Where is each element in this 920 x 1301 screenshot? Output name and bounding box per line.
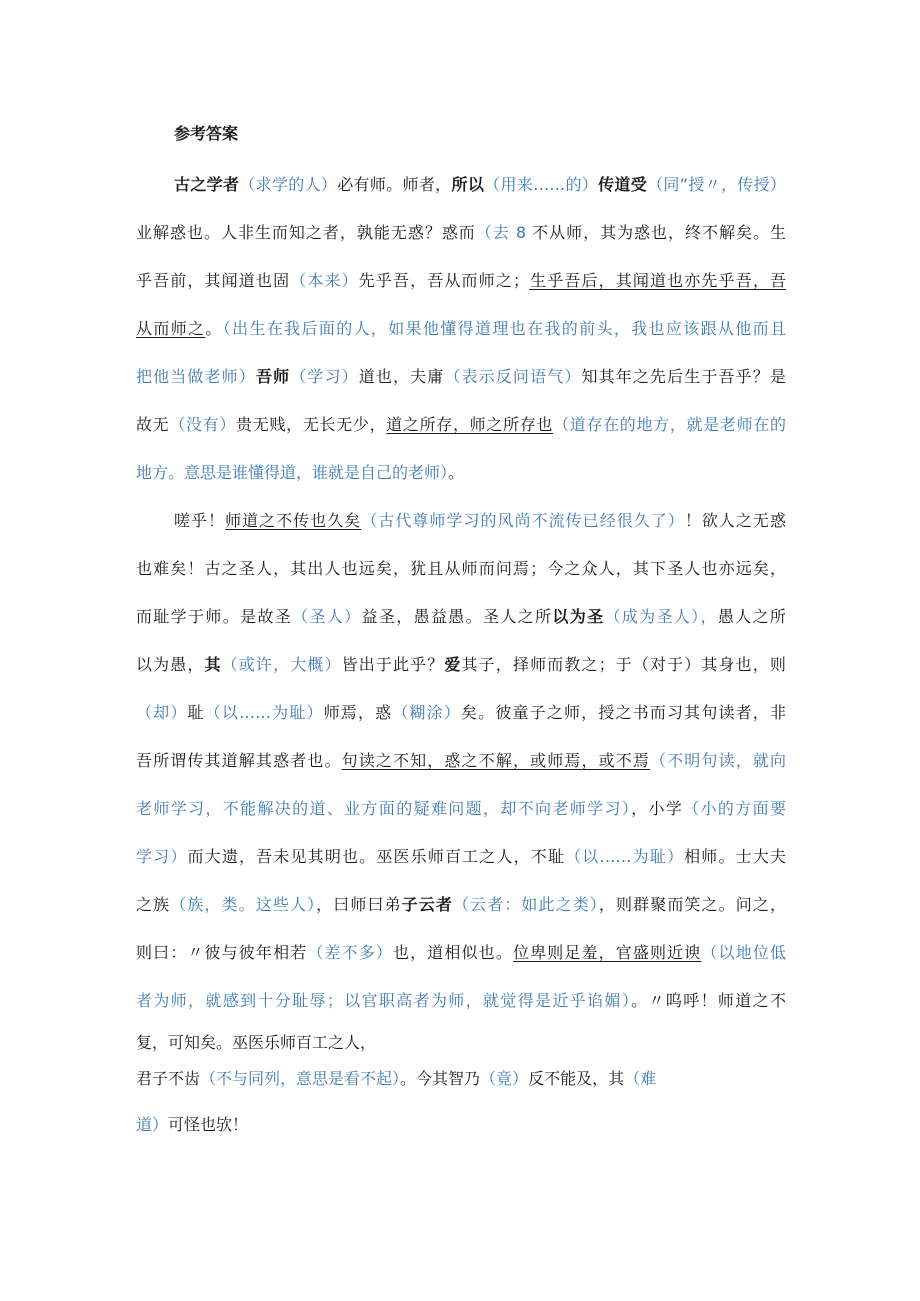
text-segment: 故无 [136,415,170,434]
annotation-text: （道存在的地方，就是老师在的 [553,415,786,434]
annotation-text: （糊涂） [392,703,462,722]
text-segment: 而耻学于师。是故圣 [136,607,293,626]
text-segment: 其 [204,655,222,674]
text-segment: 爱 [444,655,462,674]
annotation-text: （或许，大概） [221,655,342,674]
text-line [136,749,786,773]
annotation-text: （以……为耻） [565,847,685,866]
text-segment: 益圣，愚益愚。圣人之所 [361,607,553,626]
text-segment: 愚人之所 [717,607,786,626]
annotation-text: （学习） [290,367,359,386]
text-line [136,1113,786,1137]
text-line [136,605,786,629]
annotation-text: （族，类。这些人） [170,895,317,914]
annotation-text: （去 8 [475,223,527,242]
text-segment: 以为圣 [552,607,605,626]
text-segment: 吾师 [255,367,291,386]
text-segment: 乎吾前，其闻道也固 [136,271,291,290]
text-line [136,317,786,341]
text-segment: 嗟乎！ [174,511,226,530]
text-segment: 位卑则足羞，官盛则近谀 [512,943,702,962]
annotation-text: （本来） [290,271,359,290]
annotation-text: 把他当做老师） [136,367,256,386]
text-segment: 传道受 [598,175,648,194]
text-segment: 相师。士大夫 [684,847,786,866]
text-segment: 吾所谓传其道解其惑者也。 [136,751,342,770]
annotation-text: （却） [136,703,188,722]
annotation-text: 道） [136,1115,169,1134]
annotation-text: （同”授〃，传授） [647,175,786,194]
text-segment: 也，道相似也。 [393,943,513,962]
text-line [136,461,786,485]
annotation-text: （圣人） [292,607,362,626]
text-segment: 矣。彼童子之师，授之书而习其句读者，非 [461,703,786,722]
annotation-text: 老师学习，不能解决的道、业方面的疑难问题，却不向老师学习） [136,799,632,818]
text-line [136,845,786,869]
text-segment: 子云者 [401,895,453,914]
text-line [174,173,786,197]
text-line [136,653,786,677]
annotation-text: （成为圣人）， [604,607,718,626]
annotation-text: （不明句读，就向 [650,751,786,770]
annotation-text: 地方。意思是谁懂得道，谁就是自己的老师） [136,463,449,482]
text-segment: 君子不齿 [136,1069,201,1088]
text-line [136,1031,786,1055]
annotation-text: （以地位低 [701,943,786,962]
text-segment: 其子，择师而教之；于（对于）其身也，则 [461,655,786,674]
text-segment: 句读之不知，惑之不解，或师焉，或不焉 [341,751,651,770]
text-segment: 所以 [451,175,485,194]
annotation-text: （古代尊师学习的风尚不流传已经很久了） [361,511,685,530]
text-segment: ，曰师曰弟 [316,895,402,914]
page-title: 参考答案 [174,124,239,143]
annotation-text: （求学的人） [239,175,338,194]
text-line [136,989,786,1013]
text-segment: 先乎吾，吾从而师之； [358,271,529,290]
text-segment: 。 [448,463,465,482]
text-segment: 从而师之 [136,319,206,338]
annotation-text: （没有） [169,415,237,434]
text-segment: 反不能及，其 [528,1069,625,1088]
text-line [136,893,786,917]
text-segment: 古之学者 [174,175,240,194]
text-segment: 道之所存，师之所存也 [386,415,554,434]
annotation-text: （差不多） [307,943,394,962]
text-line [136,797,786,821]
annotation-text: 学习） [136,847,188,866]
text-segment: 。 [205,319,223,338]
annotation-text: （竟） [480,1069,529,1088]
text-segment: 道也，夫庸 [358,367,445,386]
annotation-text: （表示反问语气） [444,367,582,386]
text-segment: 知其年之先后生于吾乎？是 [581,367,786,386]
text-segment: ！欲人之无惑 [684,511,786,530]
text-segment: 不从师，其为惑也，终不解矣。生 [526,223,786,242]
text-segment: 必有师。师者， [337,175,452,194]
text-segment: 贵无贱，无长无少， [236,415,387,434]
text-segment: 师焉，惑 [323,703,393,722]
annotation-text: （出生在我后面的人，如果他懂得道理也在我的前头，我也应该跟从他而且 [222,319,786,338]
text-segment: 之族 [136,895,171,914]
text-line [136,1067,706,1091]
text-segment: 而大遗，吾未见其明也。巫医乐师百工之人，不耻 [187,847,566,866]
annotation-text: （云者：如此之类） [452,895,599,914]
annotation-text: 者为师，就感到十分耻辱；以官职高者为师，就觉得是近乎谄媚） [136,991,632,1010]
text-segment: 。〃呜呼！师道之不 [631,991,786,1010]
text-segment: ，则群聚而笑之。问之， [598,895,786,914]
annotation-text: （以……为耻） [204,703,324,722]
annotation-text: （用来……的） [484,175,599,194]
text-segment: 则曰：〃彼与彼年相若 [136,943,308,962]
text-line [174,509,786,533]
text-line [136,557,786,581]
annotation-text: （难 [624,1069,657,1088]
text-line [136,221,786,245]
text-segment: 。今其智乃 [400,1069,481,1088]
text-segment: 皆出于此乎？ [341,655,445,674]
text-segment: 耻 [187,703,205,722]
text-segment: 生乎吾后，其闻道也亦先乎吾，吾 [528,271,786,290]
annotation-text: （小的方面要 [683,799,786,818]
text-segment: 可怪也欤！ [168,1115,249,1134]
text-line [136,413,786,437]
text-segment: 业解惑也。人非生而知之者，孰能无惑？惑而 [136,223,476,242]
text-line [136,941,786,965]
text-line [136,701,786,725]
text-segment: 也难矣！古之圣人，其出人也远矣，犹且从师而问焉；今之众人，其下圣人也亦远矣， [136,559,786,578]
annotation-text: （不与同列，意思是看不起） [200,1069,401,1088]
text-segment: 师道之不传也久矣 [225,511,362,530]
text-segment: 以为愚， [136,655,205,674]
text-segment: 复，可知矣。巫医乐师百工之人， [136,1033,377,1052]
text-line [136,365,786,389]
text-segment: ，小学 [631,799,684,818]
text-line [136,269,786,293]
